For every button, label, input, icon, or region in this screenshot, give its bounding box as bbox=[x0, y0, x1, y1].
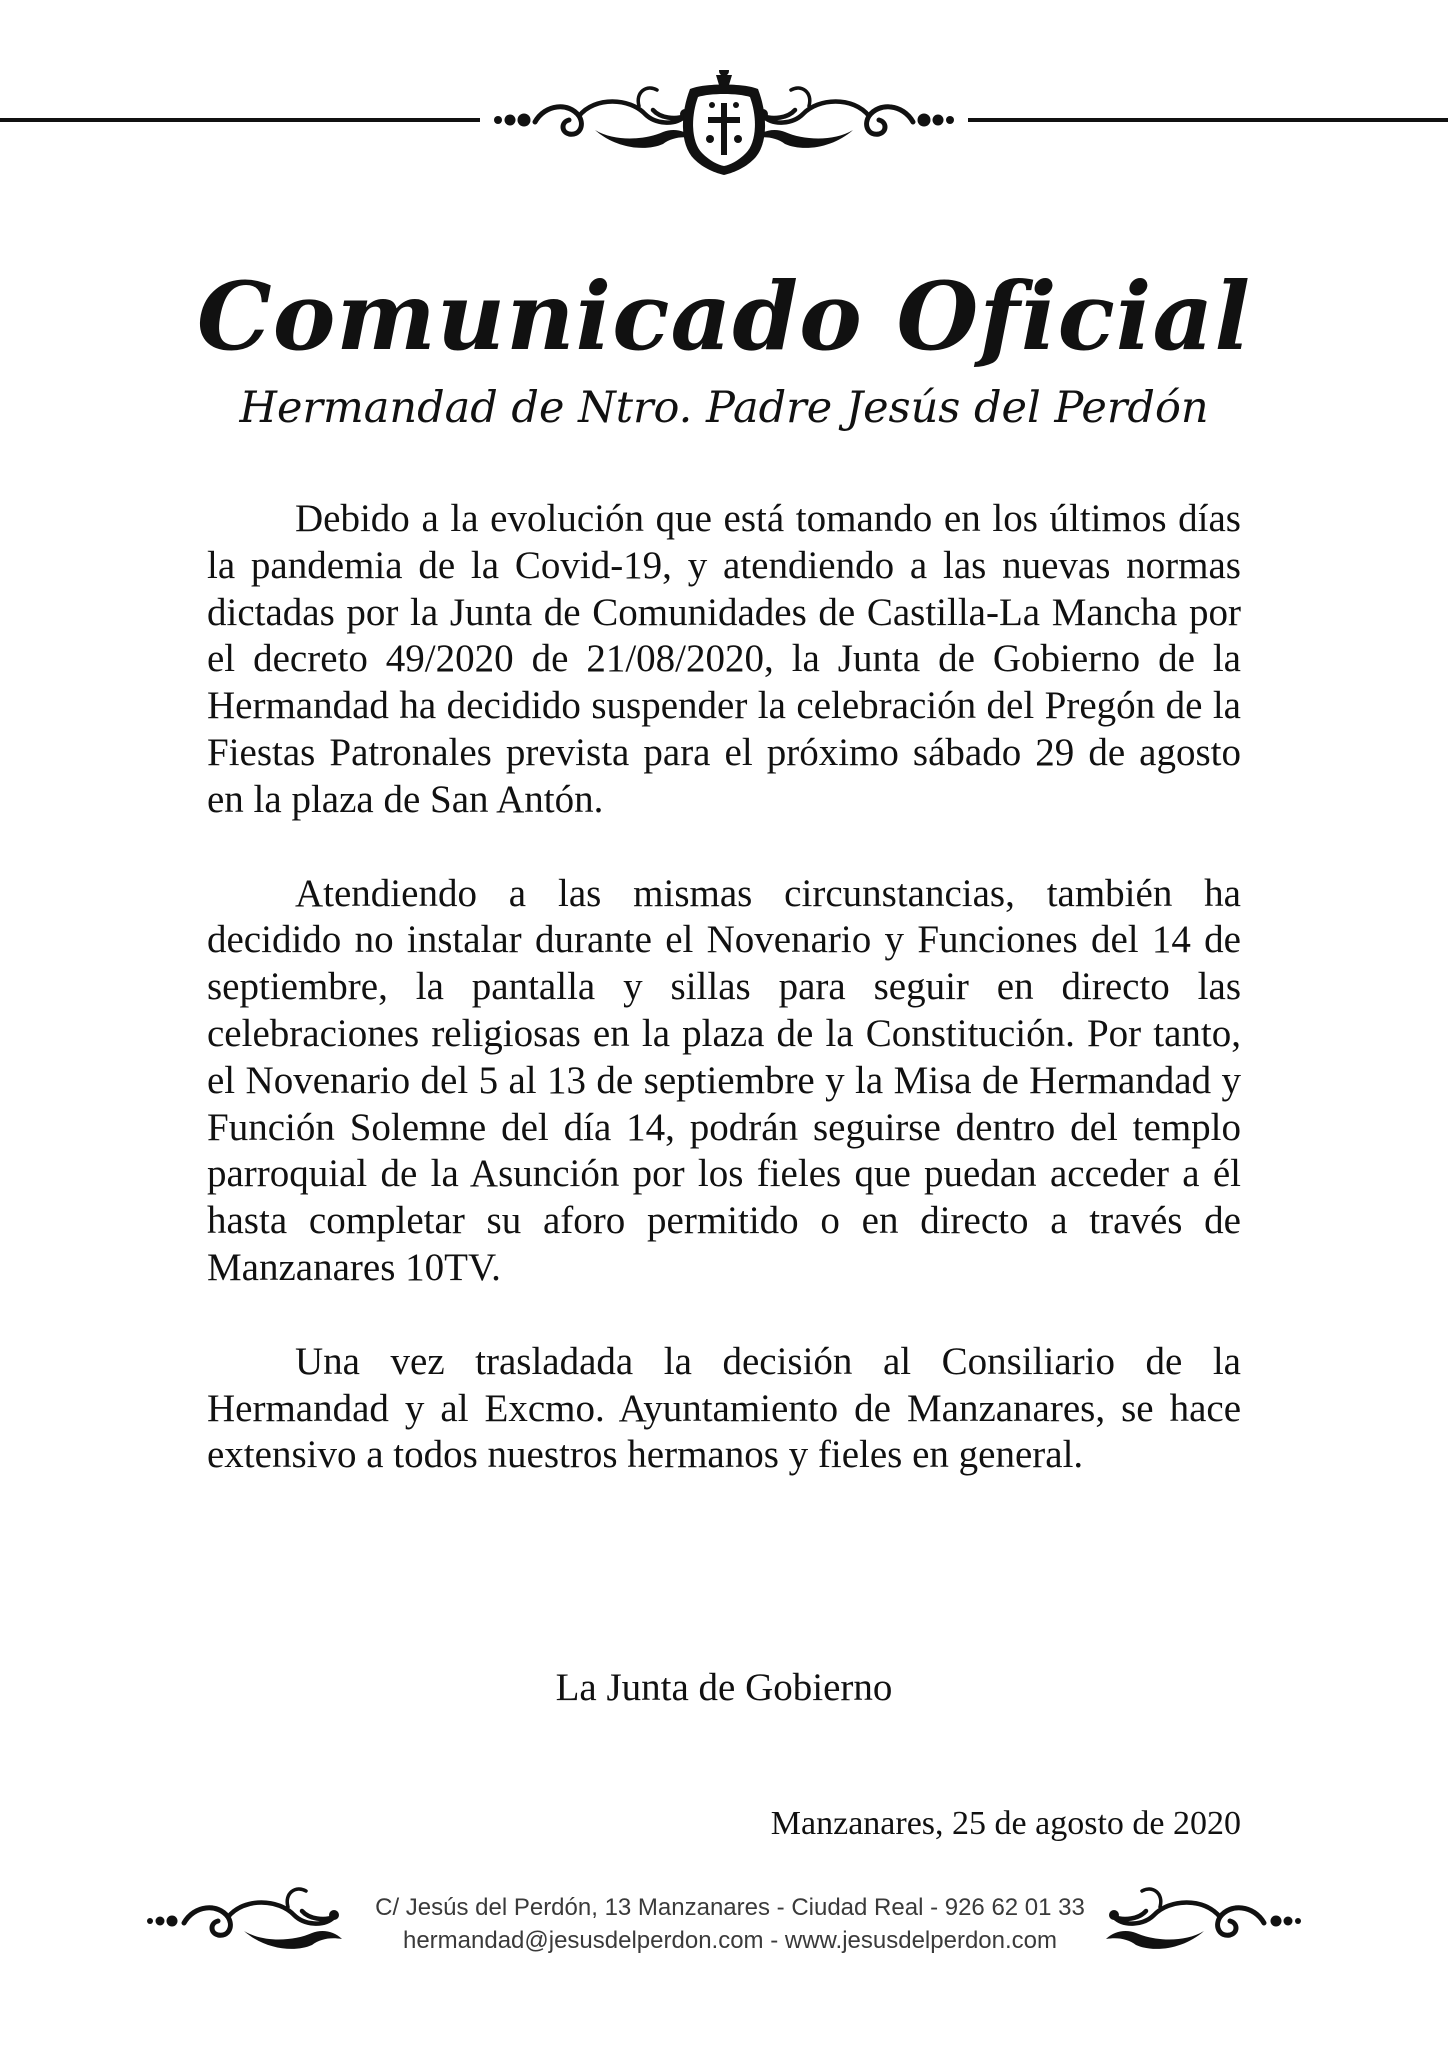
body-paragraph: Debido a la evolución que está tomando en los últimos días la pandemia de la Covid-19, y atendiendo a las nuevas normas dictadas por la Junta de Comunidades de Castilla-La Mancha por el decreto 49/2020 de 21/08/2020, la Junta de Gobierno de la Hermandad ha decidido suspender la celebración del Pregón de la Fiestas Patronales prevista para el próximo sábado 29 de agosto en la plaza de San Antón. bbox=[207, 497, 1241, 821]
footer-email-web: hermandad@jesusdelperdon.com - www.jesusdelperdon.com bbox=[402, 1927, 1058, 1954]
body-paragraph: Una vez trasladada la decisión al Consiliario de la Hermandad y al Excmo. Ayuntamiento de Manzanares, se hace extensivo a todos nuestros hermanos y fieles en general. bbox=[207, 1339, 1241, 1477]
signature: La Junta de Gobierno bbox=[555, 1666, 893, 1709]
place-date: Manzanares, 25 de agosto de 2020 bbox=[770, 1805, 1241, 1842]
body-paragraph: Atendiendo a las mismas circunstancias, también ha decidido no instalar durante el Novenario y Funciones del 14 de septiembre, la pantalla y sillas para seguir en directo las celebraciones religiosas en la plaza de la Constitución. Por tanto, el Novenario del 5 al 13 de septiembre y la Misa de Hermandad y Función Solemne del día 14, podrán seguirse dentro del templo parroquial de la Asunción por los fieles que puedan acceder a él hasta completar su aforo permitido o en directo a través de Manzanares 10TV. bbox=[207, 871, 1241, 1289]
bottom-right-ornament bbox=[1100, 1885, 1448, 1955]
letter-body bbox=[207, 496, 1241, 1526]
top-ornament bbox=[0, 70, 1448, 180]
page-title: Comunicado Oficial bbox=[196, 262, 1252, 372]
footer-address: C/ Jesús del Perdón, 13 Manzanares - Ciudad Real - 926 62 01 33 bbox=[375, 1894, 1085, 1921]
brotherhood-crest-icon bbox=[683, 70, 765, 175]
footer-contact bbox=[340, 1891, 1120, 1957]
page-subtitle: Hermandad de Ntro. Padre Jesús del Perdón bbox=[239, 383, 1209, 433]
bottom-left-ornament bbox=[0, 1885, 360, 1955]
